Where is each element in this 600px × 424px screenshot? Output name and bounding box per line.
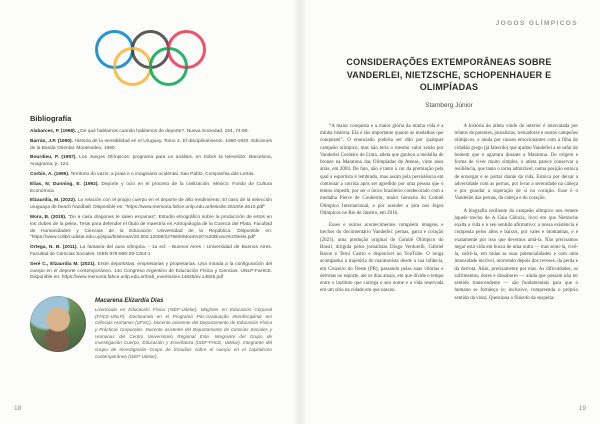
author-bio-text-block [95, 296, 272, 360]
author-bio-name: Macarena Elizardía Días [95, 298, 164, 305]
olympic-rings-icon [95, 30, 207, 88]
olympic-ring-yellow-icon [113, 47, 152, 86]
bibliography-entry: Alabarces, P. (1998). ¿De qué hablamos cuando hablamos de deporte?. Nueva Sociedad, 154, 74-86. [30, 129, 249, 134]
bibliography-entry: Seré C., Elzaurdia M. (2021). Entre deportistas, empresarias y propietarias. Una mirada a la configuración del cuerpo en el deporte contemporáneo. 14o Congreso Argentino de Educación Física y Ciencias. UNLP-FaHCE. Disponible en: https://www.memoria.fahce.unlp.edu.ar/trab_eventos/ev.14825/ev.14825.pdf [30, 261, 272, 281]
article-column-2 [455, 123, 579, 307]
bibliography-entry-authors: Bourdieu, P. (1997). [30, 155, 77, 161]
bibliography-entry: Bourdieu, P. (1997). Los Juegos Olímpicos: programa para un análisis, en Sobre la televisión. Barcelona, Anagrama, p. 124. [30, 155, 273, 168]
author-bio-description: Licenciada en Educación Física (ISEF-Udelar). Magíster en Educación Corporal (FHCE-UNLP). Doctoranda en el Programa Pós-Graduação Interdisciplinar em Ciências Humanas (UFSC). Docente asistente del Departamento de Educación Física y Prácticas Corporales. Docente asistente del Departamento de Ciencias Sociales y Humanas del Centro Universitario Regional Este. Integrante del Grupo de Investigación Cuerpo, Educación y Enseñanza (ISEF-FHCE, Udelar). Integrante del Grupo de Investigación Grupo de Estudios sobre el cuerpo en el capitalismo contemporáneo (ISEF-Udelar). [95, 307, 272, 359]
article-paragraph: A história do atleta vindo do interior é intercalada por relatos de parentes, jornalistas, treinadores e outros campeões olímpicos, e ainda por causos emocionantes com a filha do cidadão grego (já falecido) que ajudou Vanderlei a se safar do homem que o agarrara durante a Maratona. De origem e forma de viver muito simples, o atleta parece conservar a resiliência, que tanto o torna admirável, numa posição estoica de enxergar e se portar diante da vida. Estoica por deixar a adversidade com as pernas, por levar a serenidade na cabeça e por guardar a superação de si no coração. Esse é o Vanderlei das pernas, da cabeça e do coração. [454, 123, 578, 202]
bibliography-entry: Elias, N; Dunning, E. (1992). Deporte y ocio en el proceso de la civilización. México: Fondo de Cultura Económica. [30, 181, 272, 194]
bibliography-entry: Barrán, J.P. (1990). Historia de la sensibilidad en el Uruguay. Tomo 2. El disciplinamiento. 1860-1920. Ediciones de la Banda Oriental. Montevideo, 1990. [30, 138, 273, 151]
bibliography-entry: Ortega, N. B. (2011). La fantasía del aura olímpica. - 1a ed. - Buenos Aires : Universidad de Buenos Aires. Facultad de Ciencias Sociales. ISBN 978-950-29-1304-1 [30, 245, 272, 257]
bibliography-entry-authors: Elzaurdia, M. (2022). [30, 198, 77, 204]
olympic-ring-green-icon [149, 47, 188, 86]
bibliography-entry-authors: Alabarces, P. (1998). [30, 129, 77, 134]
author-photo [30, 296, 86, 352]
article-author: Stamberg Júnior [425, 101, 473, 109]
bibliography-entry: Corbin, A. (1995). Territorio do vazio: a praia e o imaginário ocidental. Sao Pablo, Companhia das Letras. [30, 171, 255, 177]
bibliography-entry-authors: Mora, B. (2018). [30, 214, 67, 220]
section-kicker-row [320, 0, 578, 30]
article-paragraph: “A maior conquista e a maior glória da minha vida é a minha história. Ela é tão importante quanto as medalhas que conquistei”. O enunciado poderia ser dito por qualquer campeão olímpico, mas não teria o mesmo valor senão por Vanderlei Cordeiro de Lima, atleta que ganhou a medalha de bronze na Maratona das Olimpíadas de Atenas, vinte anos atrás, em 2004. De fato, não é tanto a cor da premiação pela qual a esportista é lembrado, mas assim pela persistência em continuar a corrida após ser agredido por uma pessoa que o tentou impedir, por ser o único brasileiro condecorado com a medalha Pierre de Coubertin, maior honraria do Comitê Olímpico Internacional, e por acender a pira nos Jogos Olímpicos no Rio de Janeiro, em 2016. [320, 123, 444, 216]
bibliography-entry-authors: Corbin, A. (1995). [30, 171, 70, 177]
author-bio [30, 296, 272, 360]
bibliography-heading: Bibliografía [30, 114, 72, 123]
article-body [320, 123, 578, 307]
bibliography-entry-authors: Ortega, N. B. (2011). [30, 245, 78, 251]
page-number-right: 19 [578, 405, 586, 412]
bibliography-entry: Mora, B. (2018). "De a casa dragones te salen escamas". Estudio etnográfico sobre la producción de estos en los clubes de la pelea. Tesis para defender el título de maestría en Antropología de la Cuenca del Plata. Facultad de Humanidades y Ciencias de la Educación Universidad de la República. Disponible en: "https://www.colibri.udelar.edu.uy/jspui/bitstream/20.500.12008/22796/5/Mora%2C%20Bruno%20tesis.pdf" [30, 214, 272, 241]
article-column-1 [320, 123, 444, 307]
section-kicker: JOGOS OLÍMPICOS [495, 20, 578, 27]
bibliography-entry: Elzaurdia, M. (2022). La relación con el propio cuerpo en el deporte de alto rendimiento: El caso de la selección uruguaya de beach handball. Disponible en: "https://www.memoria.fahce.unlp.edu.ar/tesis/te.2610/te.2610.pdf" [30, 198, 272, 211]
bibliography-entry-authors: Elias, N; Dunning, E. (1992). [30, 181, 99, 187]
bibliography-entry-authors: Seré C., Elzaurdia M. (2021). [30, 261, 96, 267]
bibliography-entry-authors: Barrán, J.P. (1990). [30, 138, 73, 144]
page-number-left: 18 [14, 405, 22, 412]
bibliography-list [30, 129, 272, 282]
article-paragraph: A biografia resiliente do campeão olímpico nos remete àquele trecho de A Gaia Ciência, livro em que Nietzsche exalta a vida e o seu sentido afirmativo: a nossa existência é composta pelos altos e baixos, por vales e montanhas, e é exatamente por isso que devemos amá-la. Não precisamos negar esta vida em busca de uma outra — mas senti-la, vivê-la, sofrê-la, em todas as suas potencialidades e com uma intensidade incrível, morrendo depois dos reveses, da perda e da derrota. Aliás, precisamente por elas. As dificuldades, os sofrimentos, dores e dissabores — ainda que possam não ter sentido transcendente — são fundamentais para que o humano se fortaleça (e, inclusive, compreenda o próprio sentido da vida). Questiona o filósofo da suspeita: [454, 208, 578, 301]
article-title: CONSIDERAÇÕES EXTEMPORÂNEAS SOBRE VANDERLEI, NIETZSCHE, SCHOPENHAUER E OLIMPÍADAS [346, 57, 552, 93]
article-paragraph: Esses e outros acontecimentos compõem imagens e trechos do documentário Vanderlei: pernas, garra e coração (2023), uma produção original do Comitê Olímpico do Brasil, dirigida pelos jornalistas Diogo Venturelli, Gabriel Baron e Terni Castro e disponível no YouTube. O longa acompanha a trajetória do maratonista desde a sua infância, em Cruzeiro do Oeste (PR), passando pelas suas vitórias e derrotas no esporte, até os dias atuais, em que divide o tempo entre o instituto que carrega o seu nome e a vida reservada em um sítio na cidade em que nasceu. [320, 223, 444, 294]
page-right [300, 0, 600, 424]
